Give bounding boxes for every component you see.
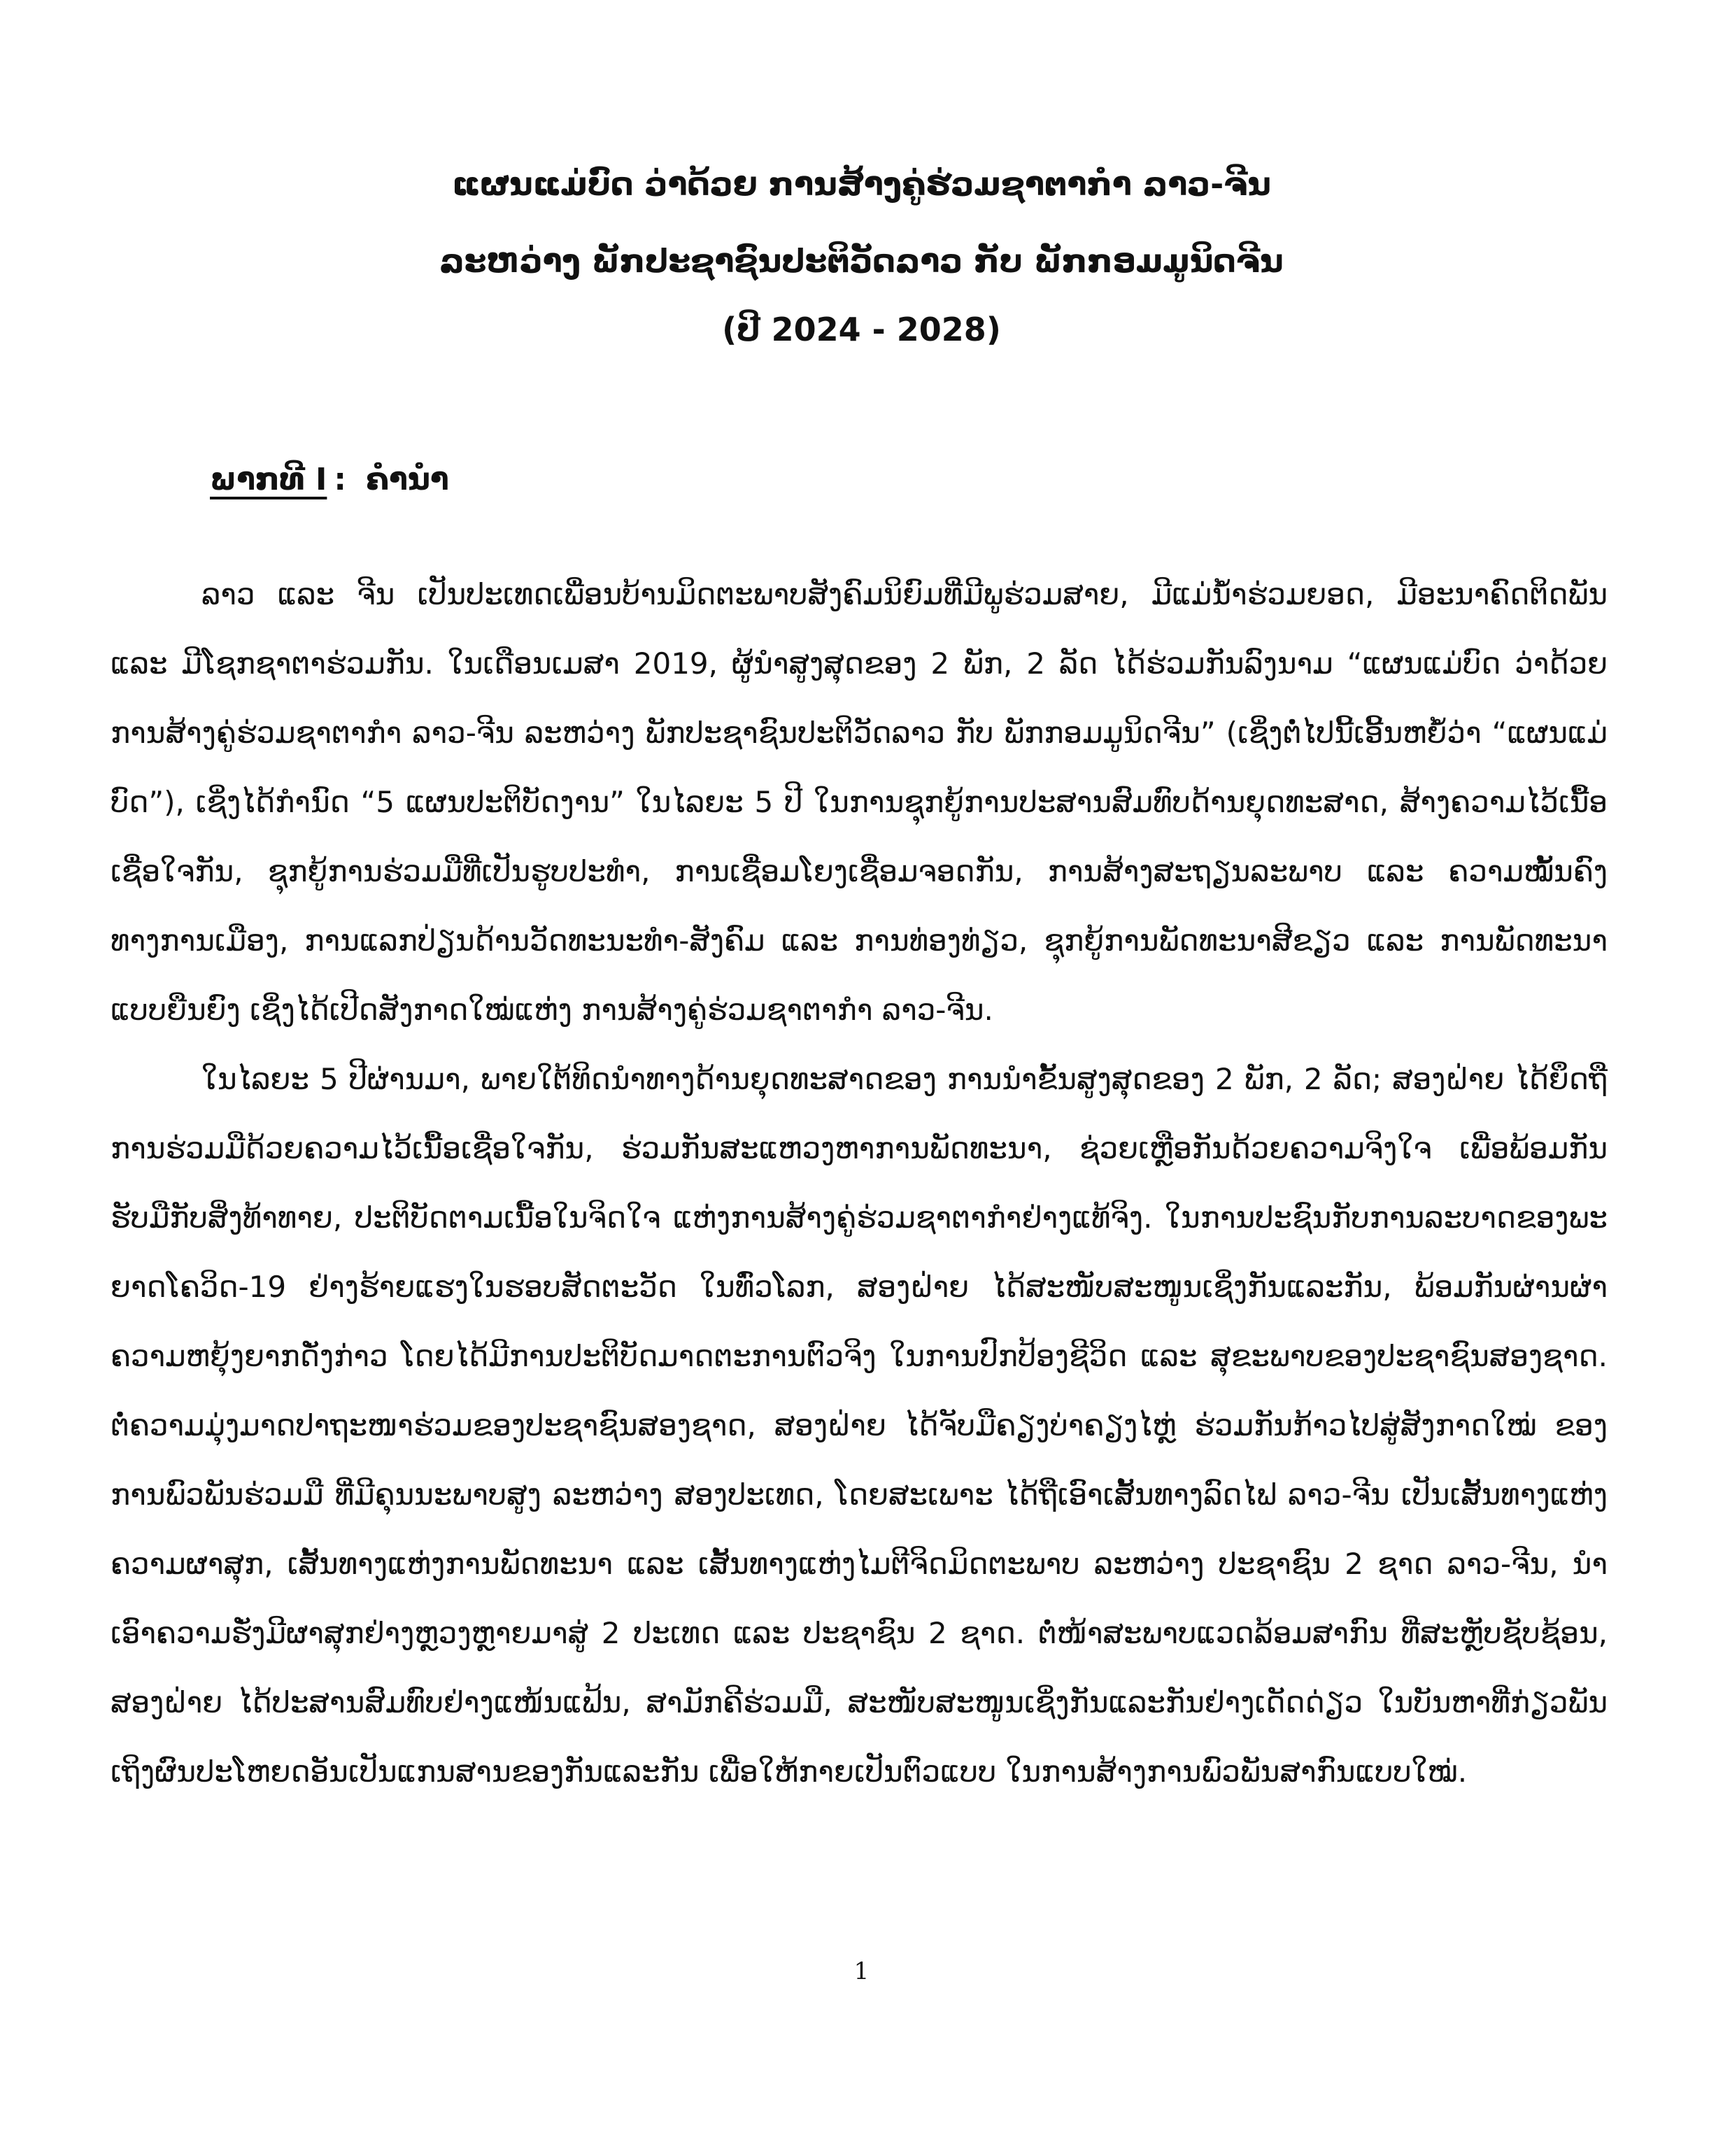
section-heading <box>210 462 449 497</box>
section-label: ພາກທີ I <box>210 462 327 497</box>
document-body <box>111 560 1608 1806</box>
document-title-line-1: ແຜນແມ່ບົດ ວ່າດ້ວຍ ການສ້າງຄູ່ຮ່ວມຊາຕາກຳ ລາວ-ຈີນ <box>452 165 1271 203</box>
section-separator: : <box>334 462 346 497</box>
body-paragraph-1: ລາວ ແລະ ຈີນ ເປັນປະເທດເພື່ອນບ້ານມິດຕະພາບສັງຄົມນິຍົມທີ່ມີພູຮ່ວມສາຍ, ມີແມ່ນ້ຳຮ່ວມຍອດ, ມີອະນາຄົດຕິດພັນ ແລະ ມີໂຊກຊາຕາຮ່ວມກັນ. ໃນເດືອນເມສາ 2019, ຜູ້ນຳສູງສຸດຂອງ 2 ພັກ, 2 ລັດ ໄດ້ຮ່ວມກັນລົງນາມ “ແຜນແມ່ບົດ ວ່າດ້ວຍ ການສ້າງຄູ່ຮ່ວມຊາຕາກຳ ລາວ-ຈີນ ລະຫວ່າງ ພັກປະຊາຊົນປະຕິວັດລາວ ກັບ ພັກກອມມູນິດຈີນ” (ເຊິ່ງຕໍ່ໄປນີ້ເອີ້ນຫຍໍ້ວ່າ “ແຜນແມ່ບົດ”), ເຊິ່ງໄດ້ກຳນົດ “5 ແຜນປະຕິບັດງານ” ໃນໄລຍະ 5 ປີ ໃນການຊຸກຍູ້ການປະສານສົມທົບດ້ານຍຸດທະສາດ, ສ້າງຄວາມໄວ້ເນື້ອເຊື່ອໃຈກັນ, ຊຸກຍູ້ການຮ່ວມມືທີ່ເປັນຮູບປະທຳ, ການເຊື່ອມໂຍງເຊື່ອມຈອດກັນ, ການສ້າງສະຖຽນລະພາບ ແລະ ຄວາມໝັ້ນຄົງທາງການເມືອງ, ການແລກປ່ຽນດ້ານວັດທະນະທຳ-ສັງຄົມ ແລະ ການທ່ອງທ່ຽວ, ຊຸກຍູ້ການພັດທະນາສີຂຽວ ແລະ ການພັດທະນາແບບຍືນຍົງ ເຊິ່ງໄດ້ເປີດສັງກາດໃໝ່ແຫ່ງ ການສ້າງຄູ່ຮ່ວມຊາຕາກຳ ລາວ-ຈີນ. <box>111 577 1608 1027</box>
section-title: ຄຳນຳ <box>366 462 449 497</box>
page-number: 1 <box>853 1957 870 1985</box>
body-paragraph-2: ໃນໄລຍະ 5 ປີຜ່ານມາ, ພາຍໃຕ້ທິດນຳທາງດ້ານຍຸດທະສາດຂອງ ການນຳຂັ້ນສູງສຸດຂອງ 2 ພັກ, 2 ລັດ; ສອງຝ່າຍ ໄດ້ຍຶດຖືການຮ່ວມມືດ້ວຍຄວາມໄວ້ເນື້ອເຊື່ອໃຈກັນ, ຮ່ວມກັນສະແຫວງຫາການພັດທະນາ, ຊ່ວຍເຫຼືອກັນດ້ວຍຄວາມຈິງໃຈ ເພື່ອພ້ອມກັນຮັບມືກັບສິ່ງທ້າທາຍ, ປະຕິບັດຕາມເນື້ອໃນຈິດໃຈ ແຫ່ງການສ້າງຄູ່ຮ່ວມຊາຕາກຳຢ່າງແທ້ຈິງ. ໃນການປະຊົນກັບການລະບາດຂອງພະຍາດໂຄວິດ-19 ຢ່າງຮ້າຍແຮງໃນຮອບສັດຕະວັດ ໃນທົ່ວໂລກ, ສອງຝ່າຍ ໄດ້ສະໜັບສະໜູນເຊິ່ງກັນແລະກັນ, ພ້ອມກັນຜ່ານຜ່າຄວາມຫຍຸ້ງຍາກດັ່ງກ່າວ ໂດຍໄດ້ມີການປະຕິບັດມາດຕະການຕົວຈິງ ໃນການປົກປ້ອງຊີວິດ ແລະ ສຸຂະພາບຂອງປະຊາຊົນສອງຊາດ. ຕໍ່ຄວາມມຸ່ງມາດປາຖະໜາຮ່ວມຂອງປະຊາຊົນສອງຊາດ, ສອງຝ່າຍ ໄດ້ຈັບມືຄຽງບ່າຄຽງໄຫຼ່ ຮ່ວມກັນກ້າວໄປສູ່ສັງກາດໃໝ່ ຂອງ ການພົວພັນຮ່ວມມື ທີ່ມີຄຸນນະພາບສູງ ລະຫວ່າງ ສອງປະເທດ, ໂດຍສະເພາະ ໄດ້ຖືເອົາເສັ້ນທາງລົດໄຟ ລາວ-ຈີນ ເປັນເສັ້ນທາງແຫ່ງຄວາມຜາສຸກ, ເສັ້ນທາງແຫ່ງການພັດທະນາ ແລະ ເສັ້ນທາງແຫ່ງໄມຕີຈິດມິດຕະພາບ ລະຫວ່າງ ປະຊາຊົນ 2 ຊາດ ລາວ-ຈີນ, ນຳເອົາຄວາມຮັ່ງມີຜາສຸກຢ່າງຫຼວງຫຼາຍມາສູ່ 2 ປະເທດ ແລະ ປະຊາຊົນ 2 ຊາດ. ຕໍ່ໜ້າສະພາບແວດລ້ອມສາກົນ ທີ່ສະຫຼັບຊັບຊ້ອນ, ສອງຝ່າຍ ໄດ້ປະສານສົມທົບຢ່າງແໜ້ນແຟ້ນ, ສາມັກຄີຮ່ວມມື, ສະໜັບສະໜູນເຊິ່ງກັນແລະກັນຢ່າງເດັດດ່ຽວ ໃນບັນຫາທີ່ກ່ຽວພັນເຖິງຜົນປະໂຫຍດອັນເປັນແກນສານຂອງກັນແລະກັນ ເພື່ອໃຫ້ກາຍເປັນຕົວແບບ ໃນການສ້າງການພົວພັນສາກົນແບບໃໝ່. <box>111 1062 1608 1789</box>
document-title-line-3: (ປີ 2024 - 2028) <box>722 311 1001 348</box>
document-title-line-2: ລະຫວ່າງ ພັກປະຊາຊົນປະຕິວັດລາວ ກັບ ພັກກອມມູນິດຈີນ <box>439 242 1284 280</box>
